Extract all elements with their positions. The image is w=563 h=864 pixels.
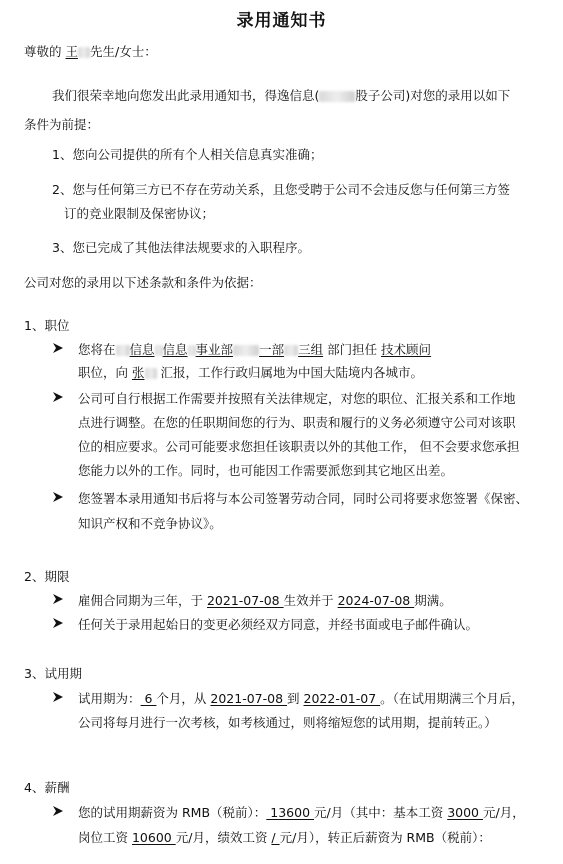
text: 元/月（其中：基本工资 bbox=[314, 805, 448, 820]
text: 您的试用期薪资为 RMB（税前）： bbox=[78, 805, 267, 820]
section-4-heading: 4、薪酬 bbox=[24, 780, 70, 795]
section-1-bullet-1-line-2 bbox=[78, 363, 423, 381]
arrow-bullet-icon bbox=[52, 805, 64, 817]
section-1-bullet-2-line-1: 公司可自行根据工作需要并按照有关法律规定，对您的职位、汇报关系和工作地 bbox=[78, 391, 516, 406]
arrow-bullet-icon bbox=[52, 691, 64, 703]
manager-name bbox=[132, 365, 157, 380]
position-salary: 10600 bbox=[131, 830, 176, 845]
text: 到 bbox=[287, 691, 304, 706]
text: 元/月， bbox=[482, 805, 525, 820]
contract-end-date: 2024-07-08 bbox=[337, 593, 415, 608]
probation-end-date: 2022-01-07 bbox=[303, 691, 381, 706]
section-4-bullet-1-line-1 bbox=[78, 803, 525, 821]
text: 元/月，绩效工资 bbox=[175, 830, 272, 845]
text: 信息 bbox=[129, 342, 155, 357]
prereq-3: 3、您已完成了其他法律法规要求的入职程序。 bbox=[52, 240, 310, 255]
prereq-2: 2、您与任何第三方已不存在劳动关系，且您受聘于公司不会违反您与任何第三方签 bbox=[52, 182, 510, 197]
text: 职位，向 bbox=[78, 365, 132, 380]
redaction-mark bbox=[233, 345, 259, 356]
contract-start-date: 2021-07-08 bbox=[206, 593, 284, 608]
redaction-mark bbox=[116, 345, 130, 356]
department-path bbox=[116, 342, 324, 357]
section-2-bullet-1 bbox=[78, 591, 452, 609]
base-salary: 3000 bbox=[447, 805, 483, 820]
text: 您将在 bbox=[78, 342, 116, 357]
text: 部门担任 bbox=[323, 342, 382, 357]
text: 元/月），转正后薪资为 RMB（税前）： bbox=[279, 830, 491, 845]
text: 岗位工资 bbox=[78, 830, 132, 845]
redaction-mark bbox=[145, 368, 157, 379]
text: 试用期为： bbox=[78, 691, 141, 706]
redaction-mark bbox=[319, 91, 355, 102]
text: 一部 bbox=[259, 342, 285, 357]
salutation-prefix: 尊敬的 bbox=[24, 44, 66, 59]
page-title: 录用通知书 bbox=[236, 11, 327, 31]
prereq-1: 1、您向公司提供的所有个人相关信息真实准确； bbox=[52, 147, 323, 162]
section-3-bullet-1-line-1 bbox=[78, 689, 524, 707]
terms-intro: 公司对您的录用以下述条款和条件为依据： bbox=[24, 275, 262, 290]
prereq-2-cont: 订的竞业限制及保密协议； bbox=[64, 206, 215, 221]
redaction-mark bbox=[188, 345, 196, 356]
performance-salary: / bbox=[271, 830, 280, 845]
section-1-bullet-2-line-3: 位的相应要求。公司可能要求您担任该职责以外的其他工作， 但不会要求您承担 bbox=[78, 439, 520, 454]
text: 生效并于 bbox=[283, 593, 338, 608]
redaction-mark bbox=[155, 345, 163, 356]
intro-line-1 bbox=[52, 86, 510, 104]
section-3-bullet-1-line-2: 公司将每月进行一次考核，如考核通过，则将缩短您的试用期，提前转正。） bbox=[78, 715, 497, 730]
text: 张 bbox=[131, 365, 145, 380]
text: 。（在试用期满三个月后， bbox=[380, 691, 524, 706]
text: 个月，从 bbox=[156, 691, 211, 706]
text: 信息 bbox=[162, 342, 188, 357]
redaction-mark bbox=[78, 47, 90, 58]
arrow-bullet-icon bbox=[52, 617, 64, 629]
text: 汇报，工作行政归属地为中国大陆境内各城市。 bbox=[156, 365, 423, 380]
section-4-bullet-1-line-2 bbox=[78, 828, 491, 846]
salutation-suffix: 先生/女士： bbox=[90, 44, 157, 59]
section-2-heading: 2、期限 bbox=[24, 569, 70, 584]
arrow-bullet-icon bbox=[52, 391, 64, 403]
section-1-bullet-2-line-4: 您能力以外的工作。同时，也可能因工作需要派您到其它地区出差。 bbox=[78, 463, 454, 478]
section-1-bullet-3-line-2: 知识产权和不竞争协议》。 bbox=[78, 516, 222, 531]
text: 期满。 bbox=[414, 593, 452, 608]
candidate-name bbox=[65, 44, 90, 59]
probation-months: 6 bbox=[140, 691, 157, 706]
arrow-bullet-icon bbox=[52, 342, 64, 354]
intro-text-b: 股子公司)对您的录用以如下 bbox=[355, 88, 511, 103]
job-title: 技术顾问 bbox=[381, 342, 432, 357]
text: 雇佣合同期为三年，于 bbox=[78, 593, 207, 608]
redaction-mark bbox=[284, 345, 298, 356]
probation-salary: 13600 bbox=[266, 805, 314, 820]
section-1-bullet-3-line-1: 您签署本录用通知书后将与本公司签署劳动合同，同时公司将要求您签署《保密、 bbox=[78, 491, 529, 506]
probation-start-date: 2021-07-08 bbox=[210, 691, 288, 706]
section-3-heading: 3、试用期 bbox=[24, 666, 82, 681]
text: 事业部 bbox=[195, 342, 234, 357]
arrow-bullet-icon bbox=[52, 491, 64, 503]
candidate-name-text: 王 bbox=[65, 44, 78, 59]
text: 三组 bbox=[298, 342, 324, 357]
section-1-bullet-2-line-2: 点进行调整。在您的任职期间您的行为、职责和履行的义务必须遵守公司对该职 bbox=[78, 415, 516, 430]
section-2-bullet-2: 任何关于录用起始日的变更必须经双方同意，并经书面或电子邮件确认。 bbox=[78, 617, 479, 632]
intro-text-a: 我们很荣幸地向您发出此录用通知书，得逸信息( bbox=[52, 88, 320, 103]
section-1-bullet-1-line-1 bbox=[78, 340, 431, 358]
intro-line-2: 条件为前提： bbox=[24, 117, 100, 132]
arrow-bullet-icon bbox=[52, 593, 64, 605]
section-1-heading: 1、职位 bbox=[24, 318, 70, 333]
salutation bbox=[24, 42, 157, 60]
